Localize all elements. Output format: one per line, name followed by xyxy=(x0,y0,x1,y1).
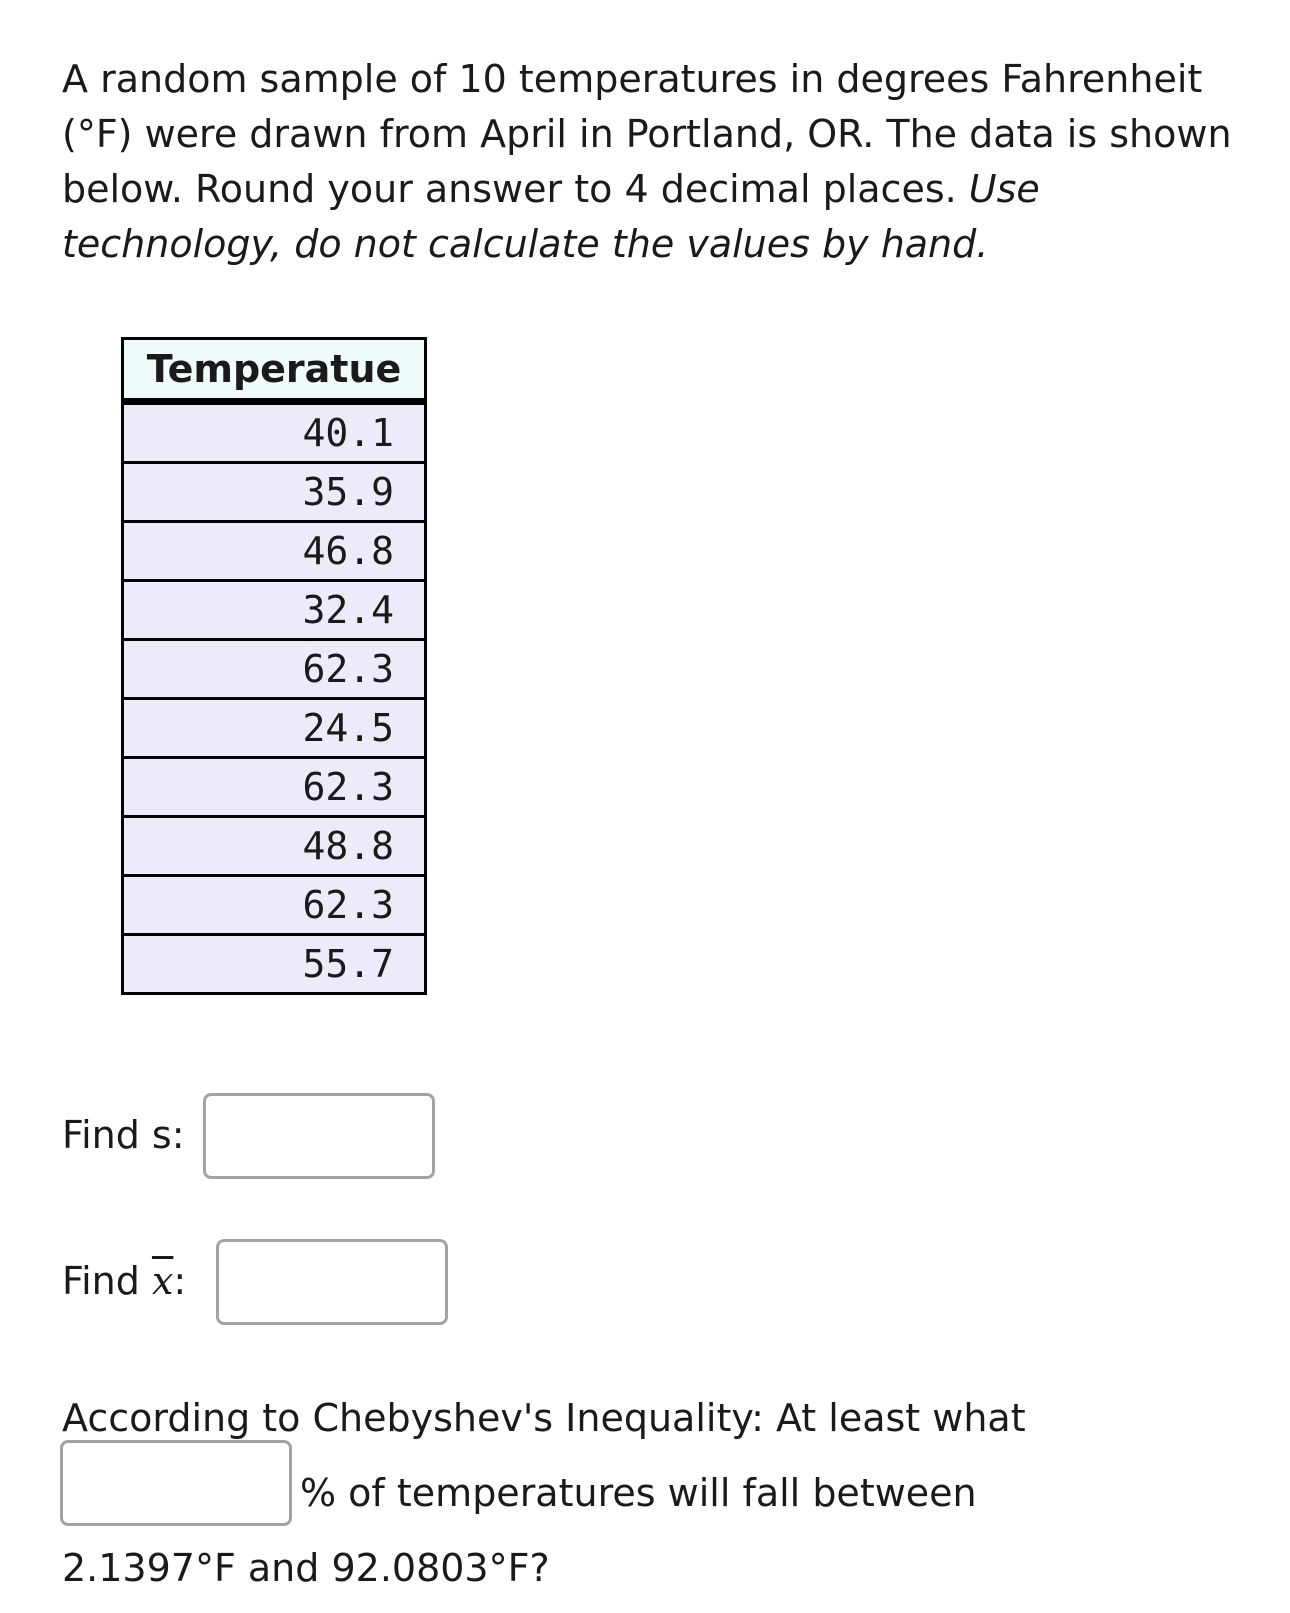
table-cell: 24.5 xyxy=(123,699,426,758)
table-cell: 55.7 xyxy=(123,935,426,994)
problem-instruction: Use technology, do not calculate the values by hand. xyxy=(62,167,1040,266)
find-s-label: Find s: xyxy=(62,1113,185,1157)
s-answer-input[interactable] xyxy=(203,1093,435,1179)
chebyshev-question-line3: 2.1397°F and 92.0803°F? xyxy=(62,1546,550,1590)
problem-text: A random sample of 10 temperatures in degrees Fahrenheit (°F) were drawn from April in Portland, OR. The data is shown below. Round your answer to 4 decimal places. xyxy=(62,57,1232,211)
table-row xyxy=(123,640,426,699)
table-row xyxy=(123,522,426,581)
table-cell: 48.8 xyxy=(123,817,426,876)
table-cell: 35.9 xyxy=(123,463,426,522)
table-header: Temperatue xyxy=(123,339,426,402)
find-xbar-suffix: : xyxy=(173,1259,187,1303)
table-row xyxy=(123,581,426,640)
table-row xyxy=(123,402,426,463)
chebyshev-answer-input[interactable] xyxy=(60,1440,292,1526)
xbar-symbol: $\overline{x}$ xyxy=(151,1259,174,1303)
table-row xyxy=(123,463,426,522)
xbar-answer-input[interactable] xyxy=(216,1239,448,1325)
table-cell: 46.8 xyxy=(123,522,426,581)
problem-statement xyxy=(62,52,1252,272)
table-row xyxy=(123,758,426,817)
table-cell: 62.3 xyxy=(123,876,426,935)
table-cell: 62.3 xyxy=(123,640,426,699)
table-cell: 32.4 xyxy=(123,581,426,640)
table-row xyxy=(123,876,426,935)
temperature-table xyxy=(121,337,427,995)
chebyshev-question-line1: According to Chebyshev's Inequality: At least what xyxy=(62,1396,1026,1440)
table-row xyxy=(123,817,426,876)
table-cell: 40.1 xyxy=(123,402,426,463)
table-cell: 62.3 xyxy=(123,758,426,817)
find-xbar-label xyxy=(62,1256,186,1306)
table-row xyxy=(123,699,426,758)
find-xbar-prefix: Find xyxy=(62,1259,152,1303)
chebyshev-question-line2: % of temperatures will fall between xyxy=(300,1471,977,1515)
table-row xyxy=(123,935,426,994)
